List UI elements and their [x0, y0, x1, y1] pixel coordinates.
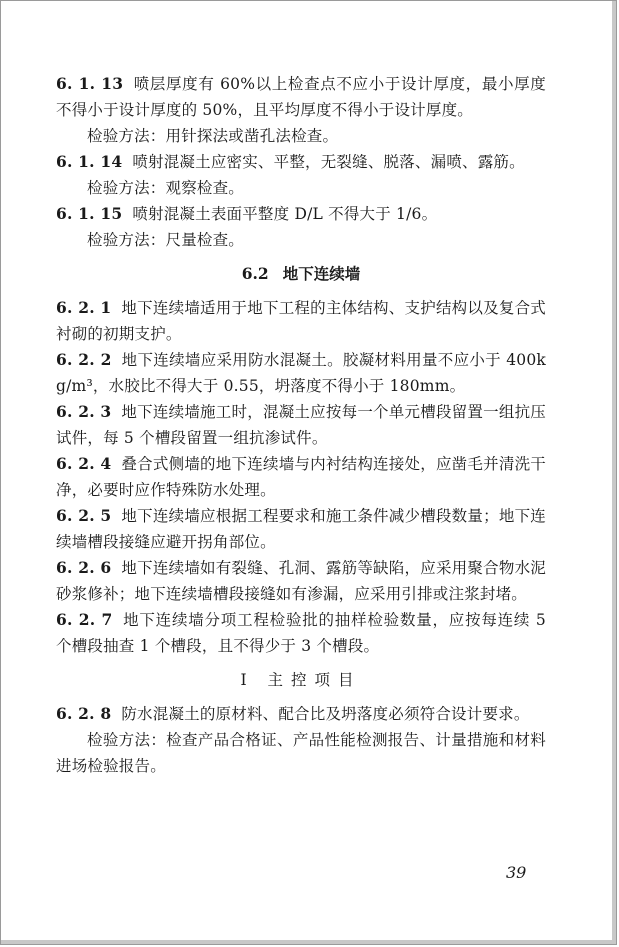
subsection-heading: Ⅰ 主控项目 — [240, 671, 362, 689]
clause-text: 地下连续墙如有裂缝、孔洞、露筋等缺陷，应采用聚合物水泥砂浆修补；地下连续墙槽段接缝如有渗漏，应采用引排或注浆封堵。 — [56, 559, 547, 603]
clause-text: 地下连续墙分项工程检验批的抽样检验数量，应按每连续 5 个槽段抽查 1 个槽段，且不得少于 3 个槽段。 — [56, 611, 546, 655]
clause-text: 防水混凝土的原材料、配合比及坍落度必须符合设计要求。 — [121, 705, 530, 723]
clause-number: 6. 2. 1 — [56, 298, 112, 317]
clause-6-2-2 — [56, 347, 546, 399]
clause-text: 地下连续墙应根据工程要求和施工条件减少槽段数量；地下连续墙槽段接缝应避开拐角部位。 — [56, 507, 547, 551]
clause-6-2-1 — [56, 295, 546, 347]
clause-number: 6. 2. 6 — [56, 558, 112, 577]
clause-6-1-15 — [56, 201, 546, 227]
clause-6-1-14 — [56, 149, 546, 175]
clause-number: 6. 2. 2 — [56, 350, 112, 369]
clause-6-2-5 — [56, 503, 546, 555]
clause-text: 喷层厚度有 60%以上检查点不应小于设计厚度，最小厚度不得小于设计厚度的 50%，且平均厚度不得小于设计厚度。 — [56, 75, 547, 119]
clause-text: 地下连续墙施工时，混凝土应按每一个单元槽段留置一组抗压试件，每 5 个槽段留置一组抗渗试件。 — [56, 403, 547, 447]
clause-6-2-4 — [56, 451, 546, 503]
clause-number: 6. 1. 13 — [56, 74, 124, 93]
clause-text: 地下连续墙适用于地下工程的主体结构、支护结构以及复合式衬砌的初期支护。 — [56, 299, 547, 343]
page-number: 39 — [506, 863, 527, 882]
clause-number: 6. 2. 7 — [56, 610, 113, 629]
clause-number: 6. 2. 3 — [56, 402, 112, 421]
clause-6-2-3 — [56, 399, 546, 451]
page-content — [56, 71, 546, 779]
clause-text: 喷射混凝土应密实、平整，无裂缝、脱落、漏喷、露筋。 — [132, 153, 525, 171]
clause-6-2-8 — [56, 701, 546, 727]
section-heading — [56, 261, 546, 287]
clause-6-2-7 — [56, 607, 546, 659]
clause-number: 6. 2. 5 — [56, 506, 112, 525]
section-number: 6.2 — [241, 264, 269, 283]
section-title: 地下连续墙 — [282, 264, 361, 283]
clause-text: 喷射混凝土表面平整度 D/L 不得大于 1/6。 — [132, 205, 438, 223]
page-frame — [1, 1, 616, 944]
clause-text: 叠合式侧墙的地下连续墙与内衬结构连接处，应凿毛并清洗干净，必要时应作特殊防水处理。 — [56, 455, 547, 499]
clause-number: 6. 2. 8 — [56, 704, 112, 723]
inspection-method: 检验方法：用针探法或凿孔法检查。 — [87, 127, 339, 145]
clause-number: 6. 1. 14 — [56, 152, 123, 171]
inspection-method: 检验方法：检查产品合格证、产品性能检测报告、计量措施和材料进场检验报告。 — [56, 731, 546, 775]
clause-text: 地下连续墙应采用防水混凝土。胶凝材料用量不应小于 400kg/m³，水胶比不得大于 0.55，坍落度不得小于 180mm。 — [56, 351, 546, 395]
clause-6-1-13 — [56, 71, 546, 123]
clause-number: 6. 1. 15 — [56, 204, 123, 223]
clause-6-2-6 — [56, 555, 546, 607]
inspection-method: 检验方法：观察检查。 — [87, 179, 245, 197]
inspection-method: 检验方法：尺量检查。 — [87, 231, 245, 249]
clause-number: 6. 2. 4 — [56, 454, 112, 473]
